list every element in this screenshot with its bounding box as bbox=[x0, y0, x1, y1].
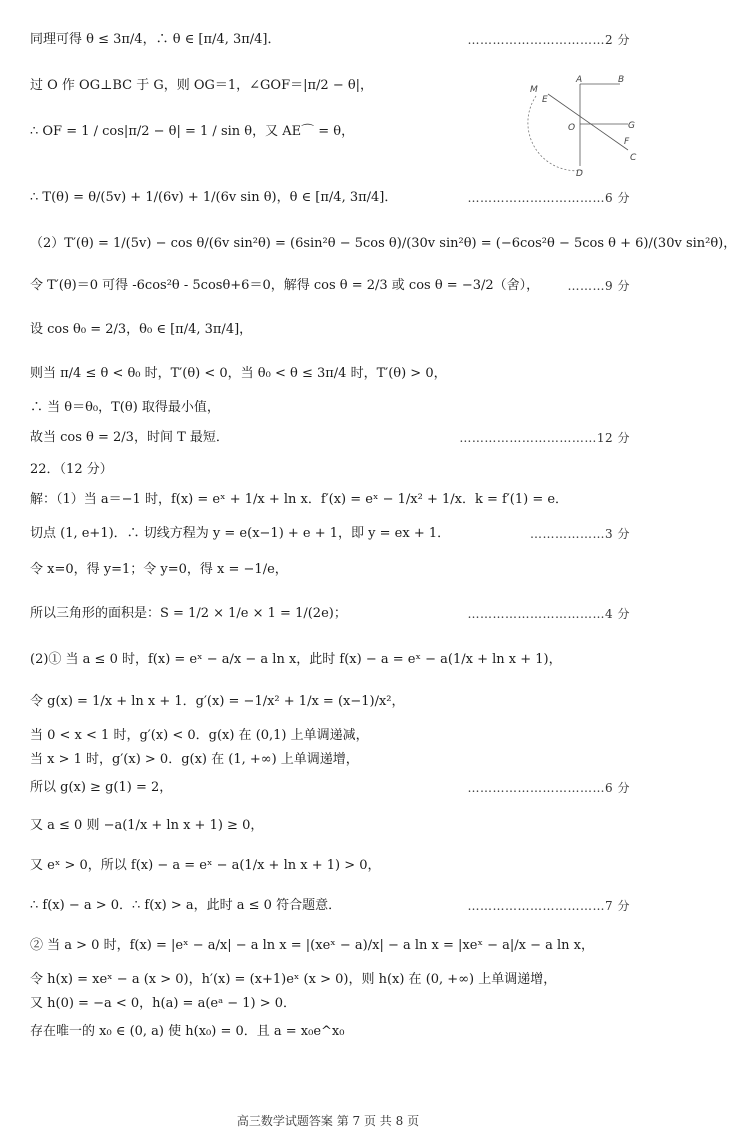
line-12: 解：（1）当 a＝−1 时，f(x) = eˣ + 1/x + ln x．f′(x) = eˣ − 1/x² + 1/x．k = f′(1) = e． bbox=[30, 492, 569, 507]
score-note: ……………………………12 分 bbox=[459, 431, 630, 445]
line-ef bbox=[548, 94, 628, 150]
label-b: B bbox=[618, 75, 625, 85]
line-15: 所以三角形的面积是：S = 1/2 × 1/e × 1 = 1/(2e)； ……………………………4 分 bbox=[30, 606, 630, 621]
score-note: ………9 分 bbox=[567, 279, 630, 293]
score-note: ……………………………4 分 bbox=[467, 607, 630, 621]
line-23: ∴ f(x) − a > 0．∴ f(x) > a，此时 a ≤ 0 符合题意． ……………………………7 分 bbox=[30, 898, 630, 913]
line-26: 又 h(0) = −a < 0，h(a) = a(eᵃ − 1) > 0． bbox=[30, 996, 297, 1011]
label-g: G bbox=[628, 121, 635, 131]
label-f: F bbox=[624, 137, 630, 147]
line-24: ② 当 a > 0 时，f(x) = |eˣ − a/x| − a ln x = |(xeˣ − a)/x| − a ln x = |xeˣ − a|/x − a ln x， bbox=[30, 938, 594, 953]
label-a: A bbox=[576, 75, 583, 85]
line-5: （2）T′(θ) = 1/(5v) − cos θ/(6v sin²θ) = (6sin²θ − 5cos θ)/(30v sin²θ) = (−6cos²θ − 5cos θ + 6)/(30v sin²θ)， bbox=[30, 236, 736, 251]
line-16: (2)① 当 a ≤ 0 时，f(x) = eˣ − a/x − a ln x，此时 f(x) − a = eˣ − a(1/x + ln x + 1)， bbox=[30, 652, 562, 667]
label-d: D bbox=[576, 169, 583, 179]
geometry-figure bbox=[528, 75, 644, 179]
line-6: 令 T′(θ)＝0 可得 -6cos²θ - 5cosθ+6＝0，解得 cos θ = 2/3 或 cos θ = −3/2（舍）， ………9 分 bbox=[30, 278, 630, 293]
line-13: 切点 (1, e+1)．∴ 切线方程为 y = e(x−1) + e + 1，即 y = ex + 1． ………………3 分 bbox=[30, 526, 630, 541]
line-20: 所以 g(x) ≥ g(1) = 2， ……………………………6 分 bbox=[30, 780, 630, 795]
line-2: 过 O 作 OG⊥BC 于 G，则 OG＝1，∠GOF＝|π/2 − θ|， bbox=[30, 78, 374, 93]
line-1: 同理可得 θ ≤ 3π/4，∴ θ ∈ [π/4, 3π/4]． ……………………………2 分 bbox=[30, 32, 630, 47]
line-3: ∴ OF = 1 / cos|π/2 − θ| = 1 / sin θ，又 AE⌒ = θ， bbox=[30, 124, 355, 139]
line-25: 令 h(x) = xeˣ − a (x > 0)，h′(x) = (x+1)eˣ (x > 0)，则 h(x) 在 (0, +∞) 上单调递增， bbox=[30, 972, 557, 987]
label-e: E bbox=[542, 95, 548, 105]
label-m: M bbox=[530, 85, 538, 95]
label-c: C bbox=[630, 153, 637, 163]
page-footer: 高三数学试题答案 第 7 页 共 8 页 bbox=[236, 1114, 420, 1128]
line-11: 22．（12 分） bbox=[30, 462, 113, 477]
line-19: 当 x > 1 时，g′(x) > 0．g(x) 在 (1, +∞) 上单调递增， bbox=[30, 752, 359, 767]
line-22: 又 eˣ > 0，所以 f(x) − a = eˣ − a(1/x + ln x + 1) > 0， bbox=[30, 858, 381, 873]
score-note: ……………………………7 分 bbox=[467, 899, 630, 913]
line-14: 令 x=0，得 y=1；令 y=0，得 x = −1/e， bbox=[30, 562, 288, 577]
line-10: 故当 cos θ = 2/3，时间 T 最短． ……………………………12 分 bbox=[30, 430, 630, 445]
line-27: 存在唯一的 x₀ ∈ (0, a) 使 h(x₀) = 0．且 a = x₀e^x₀ bbox=[30, 1024, 345, 1039]
line-9: ∴ 当 θ＝θ₀，T(θ) 取得最小值， bbox=[30, 400, 220, 415]
line-8: 则当 π/4 ≤ θ < θ₀ 时，T′(θ) < 0，当 θ₀ < θ ≤ 3π/4 时，T′(θ) > 0， bbox=[30, 366, 447, 381]
score-note: ……………………………6 分 bbox=[467, 781, 630, 795]
line-4: ∴ T(θ) = θ/(5v) + 1/(6v) + 1/(6v sin θ)，θ ∈ [π/4, 3π/4]． ……………………………6 分 bbox=[30, 190, 630, 205]
arc-curve bbox=[528, 96, 584, 171]
score-note: ………………3 分 bbox=[530, 527, 630, 541]
score-note: ……………………………6 分 bbox=[467, 191, 630, 205]
label-o: O bbox=[568, 123, 576, 133]
line-21: 又 a ≤ 0 则 −a(1/x + ln x + 1) ≥ 0， bbox=[30, 818, 264, 833]
score-note: ……………………………2 分 bbox=[467, 33, 630, 47]
line-18: 当 0 < x < 1 时，g′(x) < 0．g(x) 在 (0,1) 上单调递减， bbox=[30, 728, 369, 743]
line-7: 设 cos θ₀ = 2/3，θ₀ ∈ [π/4, 3π/4]， bbox=[30, 322, 253, 337]
line-17: 令 g(x) = 1/x + ln x + 1．g′(x) = −1/x² + 1/x = (x−1)/x²， bbox=[30, 694, 405, 709]
